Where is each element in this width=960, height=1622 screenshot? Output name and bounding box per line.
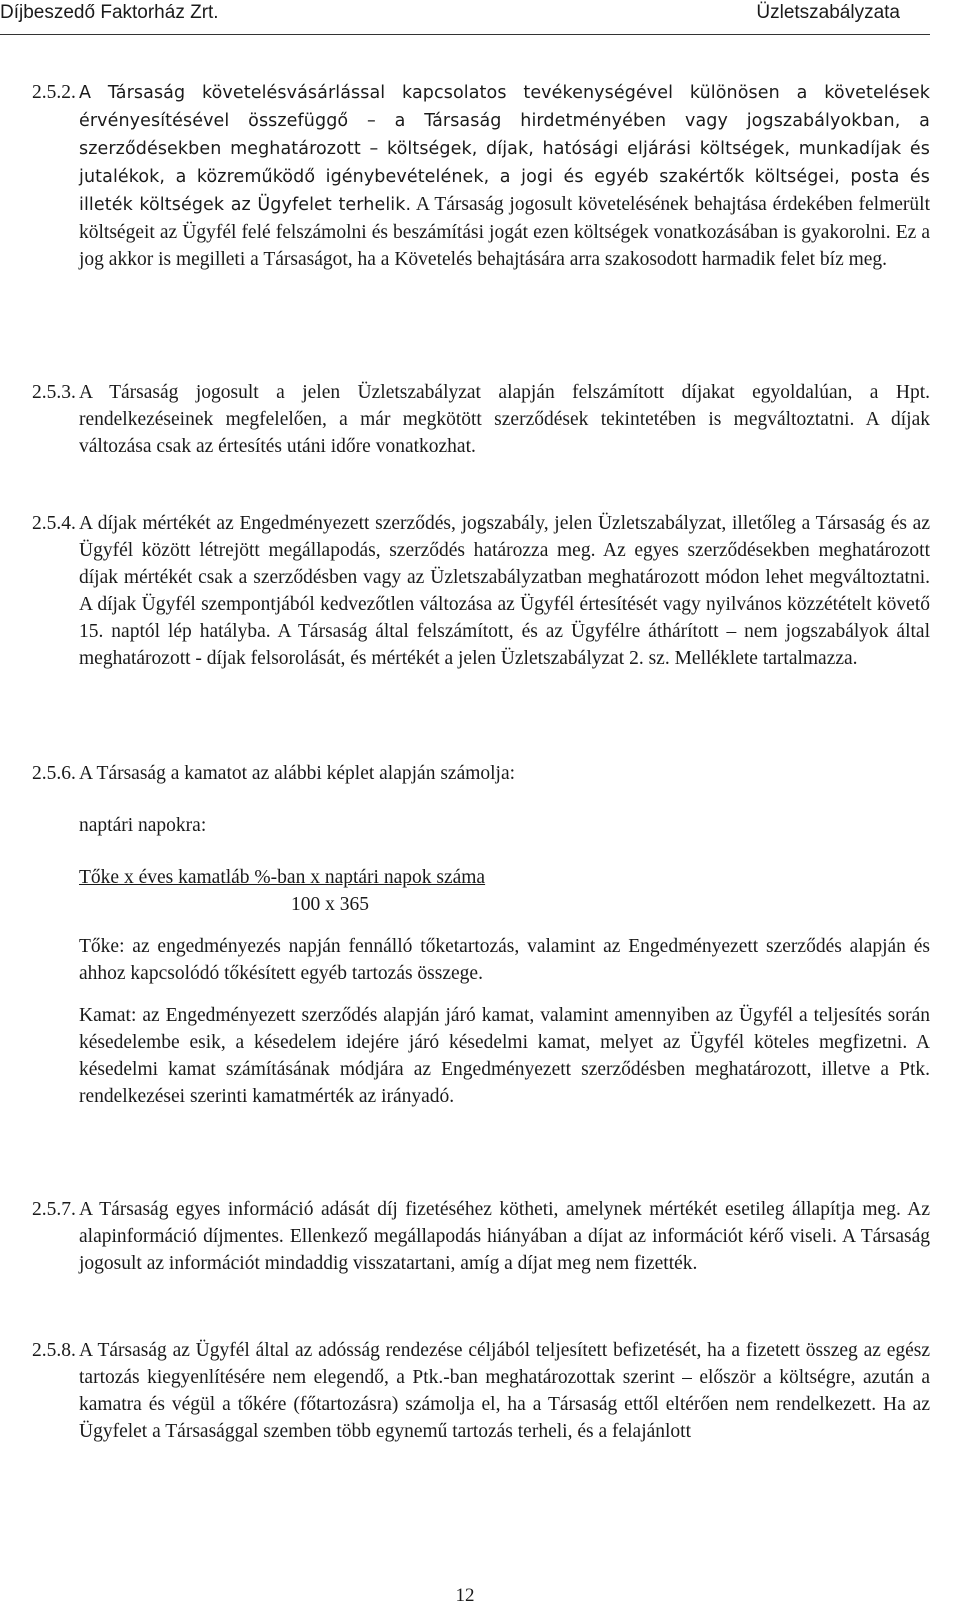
page-header — [0, 0, 930, 35]
section-paragraph — [79, 79, 930, 273]
section-body — [79, 1337, 930, 1445]
section-paragraph: A díjak mértékét az Engedményezett szerződés, jogszabály, jelen Üzletszabályzat, illetőleg a Társaság és az Ügyfél között létrejött megállapodás, szerződés határozza meg. Az egyes szerződésekben meghatározott díjak mértékét csak a szerződésben vagy az Üzletszabályzatban meghatározott módon lehet megváltoztatni. A díjak Ügyfél szempontjából kedvezőtlen változása az Ügyfél értesítését vagy nyilvános közzétételt követő 15. naptól lép hatályba. A Társaság által felszámított, és az Ügyfélre áthárított – nem jogszabályok által meghatározott - díjak felsorolását, és mértékét a jelen Üzletszabályzat 2. sz. Melléklete tartalmazza. — [79, 513, 930, 669]
paragraph-sans-text: A Társaság követelésvásárlással kapcsolatos tevékenységével különösen a követelések érvényesítésével összefüggő – a Társaság hirdetményében vagy jogszabályokban, a szerződésekben meghatározott – költségek, díjak, hatósági eljárási költségek, munkadíjak és jutalékok, a közreműködő igénybevételének, a jogi és egyéb szakértők költségei, posta és illeték költségek az Ügyfelet terhelik. — [79, 83, 930, 215]
section-2-5-4 — [32, 510, 930, 672]
calendar-days-label: naptári napokra: — [79, 815, 207, 836]
company-name: Díjbeszedő Faktorház Zrt. — [0, 2, 219, 23]
formula-denominator: 100 x 365 — [291, 894, 369, 915]
section-body — [79, 510, 930, 672]
section-2-5-3 — [32, 379, 930, 460]
section-2-5-8 — [32, 1337, 930, 1445]
section-body — [79, 79, 930, 273]
section-number: 2.5.6. — [32, 763, 76, 784]
kamat-definition: Kamat: az Engedményezett szerződés alapján járó kamat, valamint amennyiben az Ügyfél a teljesítés során késedelembe esik, a késedelem idejére járó késedelmi kamat, melyet az Ügyfél köteles megfizetni. A késedelmi kamat számításának módjára az Engedményezett szerződésben meghatározott, illetve a Ptk. rendelkezései szerinti kamatmérték az irányadó. — [79, 1005, 930, 1107]
section-body — [79, 379, 930, 460]
section-paragraph: A Társaság egyes információ adását díj fizetéséhez kötheti, amelynek mértékét esetileg állapítja meg. Az alapinformáció díjmentes. Ellenkező megállapodás hiányában a díjat az információt kérő viseli. A Társaság jogosult az információt mindaddig visszatartani, amíg a díjat meg nem fizették. — [79, 1199, 930, 1274]
section-body — [79, 1196, 930, 1277]
formula-numerator — [79, 864, 930, 891]
section-2-5-2 — [32, 79, 930, 273]
section-number: 2.5.8. — [32, 1340, 76, 1361]
formula-numerator-text: Tőke x éves kamatláb %-ban x naptári napok száma — [79, 867, 486, 888]
section-number: 2.5.3. — [32, 382, 76, 403]
section-number: 2.5.4. — [32, 513, 76, 534]
section-number: 2.5.7. — [32, 1199, 76, 1220]
section-intro: A Társaság a kamatot az alábbi képlet alapján számolja: — [79, 763, 516, 784]
toke-definition: Tőke: az engedményezés napján fennálló tőketartozás, valamint az Engedményezett szerződés alapján és ahhoz kapcsolódó tőkésített egyéb tartozás összege. — [79, 936, 930, 984]
page-number: 12 — [455, 1585, 475, 1606]
section-body — [79, 760, 930, 1110]
paragraph-serif-text: A Társaság jogosult követelésének behajtása érdekében felmerült költségeit az Ügyfél felé felszámolni és beszámítási jogát ezen költségek vonatkozásában is gyakorolni. Ez a jog akkor is megilleti a Társaságot, ha a Követelés behajtására arra szakosodott harmadik felet bíz meg. — [79, 194, 931, 270]
section-paragraph: A Társaság az Ügyfél által az adósság rendezése céljából teljesített befizetését, ha a fizetett összeg az egész tartozás kiegyenlítésére nem elegendő, a Ptk.-ban meghatározottak szerint – először a költségre, azután a kamatra és végül a tőkére (főtartozásra) számolja el, ha a Társaság ettől eltérően nem rendelkezett. Ha az Ügyfelet a Társasággal szemben több egynemű tartozás terheli, és a felajánlott — [79, 1340, 930, 1442]
section-paragraph: A Társaság jogosult a jelen Üzletszabályzat alapján felszámított díjakat egyoldalúan, a Hpt. rendelkezéseinek megfelelően, a már megkötött szerződések tekintetében is megváltoztatni. A díjak változása csak az értesítés utáni időre vonatkozhat. — [79, 382, 930, 457]
section-2-5-7 — [32, 1196, 930, 1277]
document-title: Üzletszabályzata — [756, 2, 900, 23]
section-2-5-6 — [32, 760, 930, 1110]
section-number: 2.5.2. — [32, 82, 76, 103]
